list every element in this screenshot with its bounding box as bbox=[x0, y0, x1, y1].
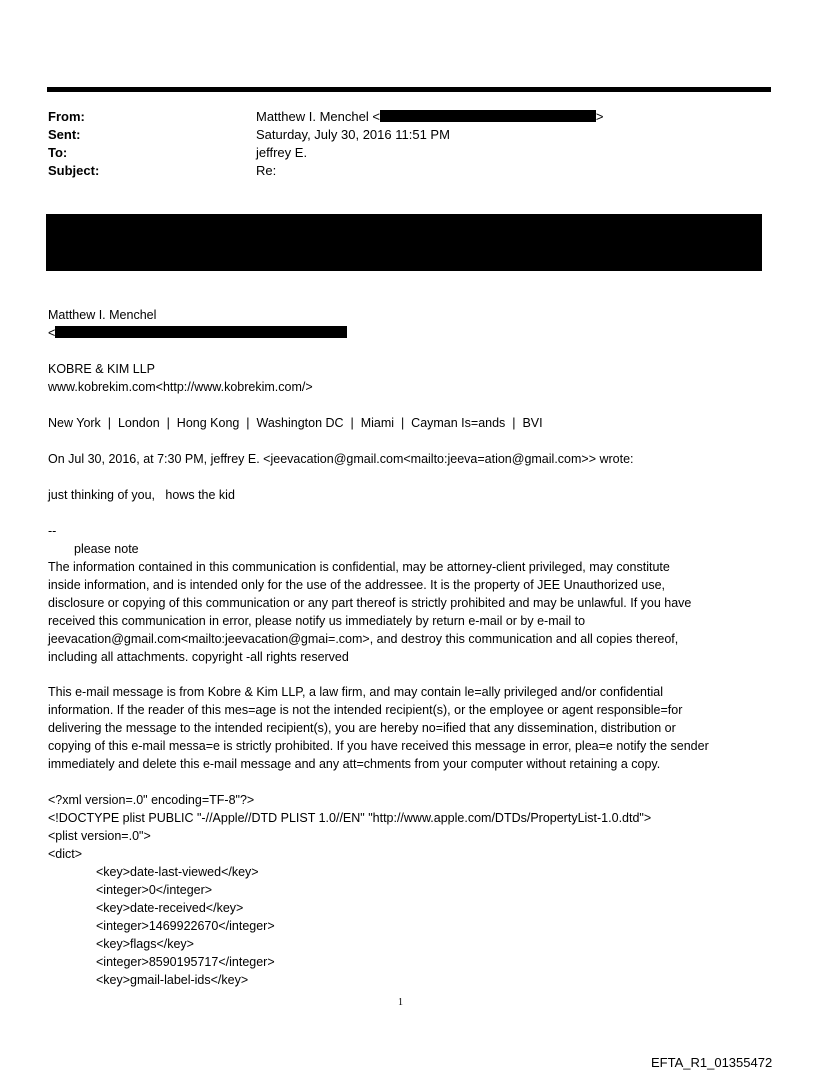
redaction-block bbox=[46, 214, 762, 271]
bates-number: EFTA_R1_01355472 bbox=[651, 1055, 773, 1070]
xml-line: <key>date-last-viewed</key> bbox=[96, 865, 259, 879]
text-line: disclosure or copying of this communication or any part thereof is strictly prohibited and may be unlawful. If you have bbox=[48, 596, 692, 610]
header-rule bbox=[47, 87, 771, 92]
from-label: From: bbox=[48, 109, 85, 124]
subject-label: Subject: bbox=[48, 163, 100, 178]
xml-block bbox=[48, 791, 651, 989]
xml-line: <key>flags</key> bbox=[96, 937, 194, 951]
sent-label: Sent: bbox=[48, 127, 81, 142]
subject-value: Re: bbox=[256, 163, 277, 178]
to-value: jeffrey E. bbox=[256, 145, 308, 160]
text-line: received this communication in error, please notify us immediately by return e-mail or by e-mail to bbox=[48, 614, 586, 628]
xml-line: <integer>0</integer> bbox=[96, 883, 213, 897]
separator: -- bbox=[48, 524, 57, 538]
office-locations: New York | London | Hong Kong | Washington DC | Miami | Cayman Is=ands | BVI bbox=[48, 416, 543, 430]
text-line: information. If the reader of this mes=age is not the intended recipient(s), or the employee or agent responsible=for bbox=[48, 703, 683, 717]
redaction-bar bbox=[55, 326, 347, 338]
text-line: delivering the message to the intended recipient(s), you are hereby no=ified that any dissemination, distribution or bbox=[48, 721, 676, 735]
text-line: immediately and delete this e-mail message and any att=chments from your computer without retaining a copy. bbox=[48, 757, 661, 771]
text-line: including all attachments. copyright -all rights reserved bbox=[48, 650, 349, 664]
sent-value: Saturday, July 30, 2016 11:51 PM bbox=[256, 127, 450, 142]
xml-line: <plist version=.0"> bbox=[48, 829, 151, 843]
quote-header: On Jul 30, 2016, at 7:30 PM, jeffrey E. <jeevacation@gmail.com<mailto:jeeva=ation@gmail.com>> wrote: bbox=[48, 452, 634, 466]
firm-name: KOBRE & KIM LLP bbox=[48, 362, 155, 376]
text-line: inside information, and is intended only for the use of the addressee. It is the property of JEE Unauthorized use, bbox=[48, 578, 666, 592]
xml-line: <?xml version=.0" encoding=TF-8"?> bbox=[48, 793, 255, 807]
to-label: To: bbox=[48, 145, 68, 160]
signature-email: < bbox=[48, 324, 778, 342]
firm-website: www.kobrekim.com<http://www.kobrekim.com/> bbox=[48, 380, 313, 394]
xml-line: <dict> bbox=[48, 847, 83, 861]
text-line: The information contained in this communication is confidential, may be attorney-client privileged, may constitute bbox=[48, 560, 670, 574]
xml-line: <key>date-received</key> bbox=[96, 901, 244, 915]
please-note: please note bbox=[74, 542, 139, 556]
from-value: Matthew I. Menchel < > bbox=[256, 109, 604, 124]
xml-line: <integer>1469922670</integer> bbox=[96, 919, 275, 933]
xml-line: <integer>8590195717</integer> bbox=[96, 955, 275, 969]
xml-line: <key>gmail-label-ids</key> bbox=[96, 973, 249, 987]
xml-line: <!DOCTYPE plist PUBLIC "-//Apple//DTD PLIST 1.0//EN" "http://www.apple.com/DTDs/PropertyList-1.0.dtd"> bbox=[48, 811, 652, 825]
text-line: copying of this e-mail messa=e is strictly prohibited. If you have received this message in error, plea=e notify the sender bbox=[48, 739, 709, 753]
firm-disclaimer bbox=[48, 683, 778, 773]
text-line: This e-mail message is from Kobre & Kim LLP, a law firm, and may contain le=ally privileged and/or confidential bbox=[48, 685, 663, 699]
page-number: 1 bbox=[398, 997, 403, 1008]
text-line: jeevacation@gmail.com<mailto:jeevacation@gmai=.com>, and destroy this communication and all copies thereof, bbox=[48, 632, 679, 646]
signature-name: Matthew I. Menchel bbox=[48, 308, 157, 322]
confidentiality-notice bbox=[48, 558, 778, 666]
quoted-message: just thinking of you, hows the kid bbox=[48, 488, 235, 502]
redaction-bar bbox=[380, 110, 596, 122]
